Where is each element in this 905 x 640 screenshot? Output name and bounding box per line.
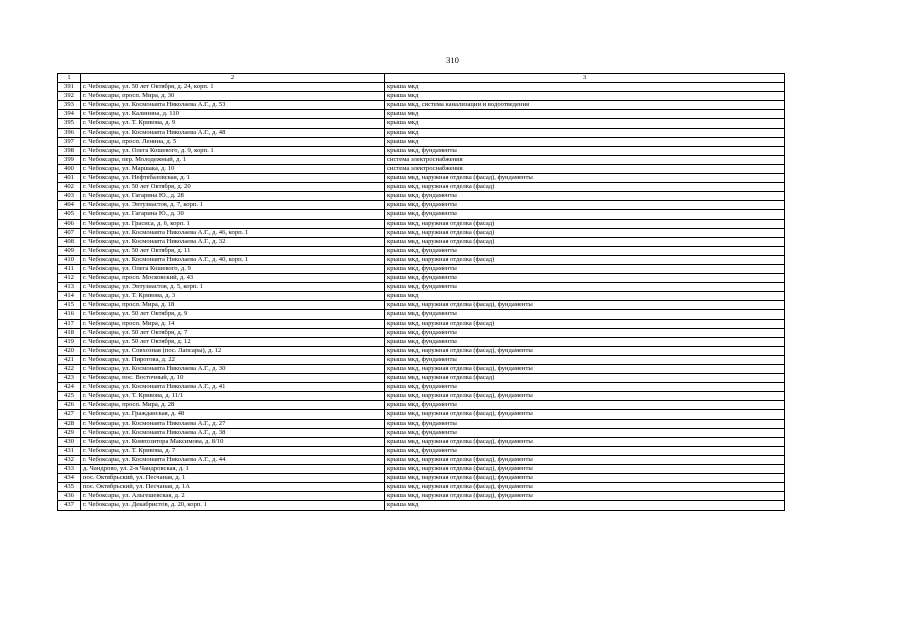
row-number-cell: 396: [58, 128, 81, 137]
address-cell: г. Чебоксары, ул. Гражданская, д. 48: [81, 410, 385, 419]
row-number-cell: 406: [58, 219, 81, 228]
page-number: 310: [446, 55, 459, 65]
table-row: [58, 155, 785, 164]
row-number-cell: 399: [58, 155, 81, 164]
address-cell: г. Чебоксары, ул. Космонавта Николаева А.Г., д. 30: [81, 365, 385, 374]
address-cell: г. Чебоксары, ул. Декабристов, д. 20, корп. 1: [81, 501, 385, 510]
table-row: [58, 419, 785, 428]
row-number-cell: 434: [58, 474, 81, 483]
works-cell: крыша мкд, наружная отделка (фасад): [385, 183, 785, 192]
address-cell: г. Чебоксары, ул. Т. Кривова, д. 9: [81, 119, 385, 128]
address-cell: г. Чебоксары, ул. Гагарина Ю., д. 30: [81, 210, 385, 219]
works-cell: крыша мкд, фундаменты: [385, 201, 785, 210]
table-row: [58, 483, 785, 492]
works-cell: крыша мкд: [385, 110, 785, 119]
table-row: [58, 310, 785, 319]
table-row: [58, 228, 785, 237]
table-row: [58, 392, 785, 401]
address-cell: г. Чебоксары, просп. Мира, д. 30: [81, 92, 385, 101]
row-number-cell: 421: [58, 355, 81, 364]
works-cell: крыша мкд, наружная отделка (фасад), фундаменты: [385, 437, 785, 446]
works-cell: крыша мкд: [385, 83, 785, 92]
table-row: [58, 83, 785, 92]
works-cell: крыша мкд, фундаменты: [385, 264, 785, 273]
works-cell: крыша мкд, фундаменты: [385, 283, 785, 292]
works-cell: крыша мкд: [385, 119, 785, 128]
address-cell: г. Чебоксары, ул. 50 лет Октября, д. 7: [81, 328, 385, 337]
row-number-cell: 414: [58, 292, 81, 301]
row-number-cell: 404: [58, 201, 81, 210]
works-cell: крыша мкд, фундаменты: [385, 146, 785, 155]
works-cell: крыша мкд, наружная отделка (фасад), фундаменты: [385, 346, 785, 355]
works-cell: крыша мкд, наружная отделка (фасад), фундаменты: [385, 465, 785, 474]
table-row: [58, 446, 785, 455]
table-row: [58, 410, 785, 419]
table-row: [58, 328, 785, 337]
row-number-cell: 432: [58, 455, 81, 464]
column-header-number: 1: [58, 74, 81, 83]
row-number-cell: 409: [58, 246, 81, 255]
table-row: [58, 92, 785, 101]
works-cell: крыша мкд, наружная отделка (фасад), фундаменты: [385, 301, 785, 310]
address-cell: г. Чебоксары, ул. 50 лет Октября, д. 12: [81, 337, 385, 346]
works-cell: крыша мкд, фундаменты: [385, 210, 785, 219]
address-cell: г. Чебоксары, просп. Мира, д. 18: [81, 301, 385, 310]
row-number-cell: 413: [58, 283, 81, 292]
works-cell: крыша мкд, наружная отделка (фасад), фундаменты: [385, 474, 785, 483]
table-row: [58, 492, 785, 501]
table-row: [58, 201, 785, 210]
works-cell: крыша мкд, наружная отделка (фасад), фундаменты: [385, 455, 785, 464]
table-row: [58, 255, 785, 264]
address-cell: пос. Октябрьский, ул. Песчаная, д. 1: [81, 474, 385, 483]
table-row: [58, 146, 785, 155]
address-cell: г. Чебоксары, ул. Олега Кошевого, д. 9: [81, 264, 385, 273]
table-row: [58, 501, 785, 510]
address-cell: г. Чебоксары, ул. Космонавта Николаева А.Г., д. 53: [81, 101, 385, 110]
address-cell: г. Чебоксары, ул. Пирогова, д. 22: [81, 355, 385, 364]
works-cell: крыша мкд, наружная отделка (фасад): [385, 237, 785, 246]
address-cell: г. Чебоксары, ул. Грасиса, д. 6, корп. 1: [81, 219, 385, 228]
address-cell: г. Чебоксары, ул. 50 лет Октября, д. 24, корп. 1: [81, 83, 385, 92]
row-number-cell: 419: [58, 337, 81, 346]
row-number-cell: 436: [58, 492, 81, 501]
table-row: [58, 246, 785, 255]
works-cell: крыша мкд, наружная отделка (фасад), фундаменты: [385, 483, 785, 492]
table-row: [58, 355, 785, 364]
table-row: [58, 183, 785, 192]
row-number-cell: 398: [58, 146, 81, 155]
works-cell: крыша мкд, фундаменты: [385, 383, 785, 392]
works-cell: крыша мкд: [385, 128, 785, 137]
row-number-cell: 391: [58, 83, 81, 92]
row-number-cell: 410: [58, 255, 81, 264]
works-cell: крыша мкд, фундаменты: [385, 355, 785, 364]
table-row: [58, 192, 785, 201]
row-number-cell: 431: [58, 446, 81, 455]
address-cell: г. Чебоксары, ул. Энтузиастов, д. 7, корп. 1: [81, 201, 385, 210]
table-row: [58, 365, 785, 374]
row-number-cell: 407: [58, 228, 81, 237]
row-number-cell: 394: [58, 110, 81, 119]
row-number-cell: 420: [58, 346, 81, 355]
address-cell: г. Чебоксары, просп. Московский, д. 43: [81, 274, 385, 283]
row-number-cell: 424: [58, 383, 81, 392]
address-cell: г. Чебоксары, просп. Ленина, д. 5: [81, 137, 385, 146]
works-cell: крыша мкд, фундаменты: [385, 446, 785, 455]
table-header-row: [58, 74, 785, 83]
row-number-cell: 425: [58, 392, 81, 401]
row-number-cell: 412: [58, 274, 81, 283]
table-row: [58, 401, 785, 410]
address-cell: г. Чебоксары, ул. Нефтебазовская, д. 1: [81, 174, 385, 183]
works-cell: крыша мкд, наружная отделка (фасад), фундаменты: [385, 174, 785, 183]
table-row: [58, 219, 785, 228]
table-row: [58, 474, 785, 483]
row-number-cell: 400: [58, 164, 81, 173]
row-number-cell: 416: [58, 310, 81, 319]
row-number-cell: 435: [58, 483, 81, 492]
table-row: [58, 264, 785, 273]
address-cell: г. Чебоксары, ул. Космонавта Николаева А.Г., д. 46, корп. 1: [81, 228, 385, 237]
table-row: [58, 283, 785, 292]
works-cell: система электроснабжения: [385, 155, 785, 164]
row-number-cell: 423: [58, 374, 81, 383]
address-cell: г. Чебоксары, ул. Альгешевская, д. 2: [81, 492, 385, 501]
table-row: [58, 428, 785, 437]
works-cell: крыша мкд, наружная отделка (фасад): [385, 228, 785, 237]
table-row: [58, 337, 785, 346]
address-cell: г. Чебоксары, ул. 50 лет Октября, д. 20: [81, 183, 385, 192]
address-cell: г. Чебоксары, ул. Олега Кошевого, д. 9, корп. 1: [81, 146, 385, 155]
table-row: [58, 237, 785, 246]
works-cell: крыша мкд, наружная отделка (фасад), фундаменты: [385, 392, 785, 401]
works-cell: крыша мкд, фундаменты: [385, 192, 785, 201]
row-number-cell: 437: [58, 501, 81, 510]
works-cell: крыша мкд, фундаменты: [385, 274, 785, 283]
row-number-cell: 415: [58, 301, 81, 310]
table-row: [58, 465, 785, 474]
works-cell: крыша мкд, фундаменты: [385, 328, 785, 337]
address-cell: г. Чебоксары, ул. Калинина, д. 110: [81, 110, 385, 119]
address-cell: г. Чебоксары, просп. Мира, д. 28: [81, 401, 385, 410]
address-cell: г. Чебоксары, ул. Космонавта Николаева А.Г., д. 40, корп. 1: [81, 255, 385, 264]
row-number-cell: 405: [58, 210, 81, 219]
works-cell: крыша мкд: [385, 92, 785, 101]
row-number-cell: 433: [58, 465, 81, 474]
row-number-cell: 393: [58, 101, 81, 110]
works-cell: крыша мкд, фундаменты: [385, 310, 785, 319]
works-cell: крыша мкд: [385, 137, 785, 146]
column-header-address: 2: [81, 74, 385, 83]
address-cell: г. Чебоксары, ул. Космонавта Николаева А.Г., д. 27: [81, 419, 385, 428]
works-cell: крыша мкд, фундаменты: [385, 419, 785, 428]
address-cell: г. Чебоксары, ул. Космонавта Николаева А.Г., д. 41: [81, 383, 385, 392]
table-row: [58, 374, 785, 383]
table-row: [58, 301, 785, 310]
address-cell: пос. Октябрьский, ул. Песчаная, д. 1А: [81, 483, 385, 492]
works-cell: крыша мкд, наружная отделка (фасад), фундаменты: [385, 410, 785, 419]
table-row: [58, 319, 785, 328]
table-row: [58, 292, 785, 301]
address-cell: г. Чебоксары, ул. 50 лет Октября, д. 11: [81, 246, 385, 255]
table-row: [58, 455, 785, 464]
table-row: [58, 119, 785, 128]
table-row: [58, 110, 785, 119]
works-cell: крыша мкд, система канализации и водоотведения: [385, 101, 785, 110]
row-number-cell: 408: [58, 237, 81, 246]
address-cell: г. Чебоксары, ул. Космонавта Николаева А.Г., д. 32: [81, 237, 385, 246]
address-cell: д. Чандрово, ул. 2-я Чандровская, д. 1: [81, 465, 385, 474]
address-cell: г. Чебоксары, пос. Восточный, д. 10: [81, 374, 385, 383]
row-number-cell: 426: [58, 401, 81, 410]
works-cell: крыша мкд, наружная отделка (фасад), фундаменты: [385, 492, 785, 501]
address-cell: г. Чебоксары, ул. Т. Кривова, д. 3: [81, 292, 385, 301]
table-row: [58, 346, 785, 355]
table-row: [58, 164, 785, 173]
works-cell: крыша мкд, фундаменты: [385, 337, 785, 346]
row-number-cell: 422: [58, 365, 81, 374]
works-cell: система электроснабжения: [385, 164, 785, 173]
address-cell: г. Чебоксары, ул. Т. Кривова, д. 7: [81, 446, 385, 455]
table-row: [58, 174, 785, 183]
row-number-cell: 397: [58, 137, 81, 146]
address-cell: г. Чебоксары, просп. Мира, д. 14: [81, 319, 385, 328]
address-cell: г. Чебоксары, ул. Т. Кривова, д. 11/1: [81, 392, 385, 401]
address-cell: г. Чебоксары, ул. Космонавта Николаева А.Г., д. 44: [81, 455, 385, 464]
table-row: [58, 210, 785, 219]
row-number-cell: 395: [58, 119, 81, 128]
address-cell: г. Чебоксары, ул. Космонавта Николаева А.Г., д. 38: [81, 428, 385, 437]
row-number-cell: 417: [58, 319, 81, 328]
row-number-cell: 428: [58, 419, 81, 428]
works-cell: крыша мкд, наружная отделка (фасад): [385, 255, 785, 264]
row-number-cell: 392: [58, 92, 81, 101]
works-cell: крыша мкд, наружная отделка (фасад): [385, 374, 785, 383]
row-number-cell: 430: [58, 437, 81, 446]
works-cell: крыша мкд, наружная отделка (фасад): [385, 219, 785, 228]
table-row: [58, 437, 785, 446]
table-row: [58, 383, 785, 392]
table-row: [58, 101, 785, 110]
table-row: [58, 137, 785, 146]
table-row: [58, 128, 785, 137]
row-number-cell: 403: [58, 192, 81, 201]
address-cell: г. Чебоксары, ул. Композитора Максимова, д. 8/10: [81, 437, 385, 446]
row-number-cell: 401: [58, 174, 81, 183]
address-cell: г. Чебоксары, ул. Маршака, д. 10: [81, 164, 385, 173]
works-cell: крыша мкд, наружная отделка (фасад), фундаменты: [385, 365, 785, 374]
address-cell: г. Чебоксары, пер. Молодежный, д. 1: [81, 155, 385, 164]
works-cell: крыша мкд: [385, 292, 785, 301]
address-cell: г. Чебоксары, ул. Космонавта Николаева А.Г., д. 48: [81, 128, 385, 137]
column-header-works: 3: [385, 74, 785, 83]
works-cell: крыша мкд, фундаменты: [385, 428, 785, 437]
address-cell: г. Чебоксары, ул. Гагарина Ю., д. 28: [81, 192, 385, 201]
address-cell: г. Чебоксары, ул. Энтузиастов, д. 5, корп. 1: [81, 283, 385, 292]
row-number-cell: 418: [58, 328, 81, 337]
address-cell: г. Чебоксары, ул. Совхозная (пос. Лапсары), д. 12: [81, 346, 385, 355]
row-number-cell: 427: [58, 410, 81, 419]
works-cell: крыша мкд, фундаменты: [385, 246, 785, 255]
address-cell: г. Чебоксары, ул. 50 лет Октября, д. 9: [81, 310, 385, 319]
works-cell: крыша мкд, фундаменты: [385, 401, 785, 410]
table-row: [58, 274, 785, 283]
row-number-cell: 402: [58, 183, 81, 192]
housing-registry-table: [57, 73, 785, 511]
works-cell: крыша мкд, наружная отделка (фасад): [385, 319, 785, 328]
row-number-cell: 411: [58, 264, 81, 273]
row-number-cell: 429: [58, 428, 81, 437]
works-cell: крыша мкд: [385, 501, 785, 510]
